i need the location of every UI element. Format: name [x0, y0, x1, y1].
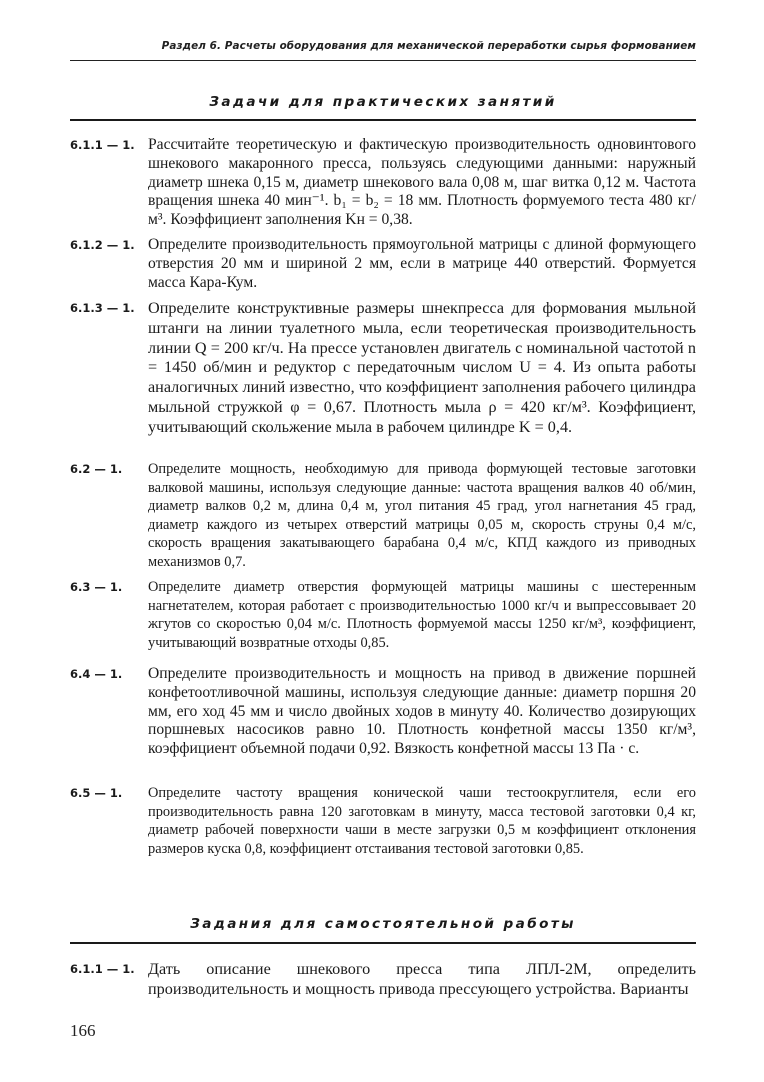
task-item [70, 136, 696, 230]
task-item [70, 578, 696, 652]
task-text: Определите частоту вращения конической чаши тестоокруглителя, если его производительность равна 120 заготовкам в минуту, масса тестовой заготовки 0,4 кг, диаметр рабочей поверхности чаши в месте загрузки 0,5 м коэффициент отклонения размеров куска 0,8, коэффициент отстаивания тестовой заготовки 0,85. [148, 785, 696, 857]
section-title-practical: Задачи для практических занятий [209, 94, 557, 110]
page-number: 166 [70, 1021, 96, 1040]
task-number: 6.1.1 — 1. [70, 138, 135, 152]
task-text: Определите конструктивные размеры шнекпресса для формования мыльной штанги на линии туалетного мыла, если теоретическая производительность линии Q = 200 кг/ч. На прессе установлен двигатель с номинальной частотой n = 1450 об/мин и редуктор с передаточным числом U = 4. Из опыта работы аналогичных линий известно, что коэффициент заполнения рабочего цилиндра мыльной стружкой φ = 0,67. Плотность мыла ρ = 420 кг/м³. Коэффициент, учитывающий скольжение мыла в рабочем цилиндре K = 0,4. [148, 299, 696, 436]
task-text: Дать описание шнекового пресса типа ЛПЛ-2М, определить производительность и мощность привода прессующего устройства. Варианты [148, 960, 696, 998]
section-divider-practical [70, 119, 696, 121]
task-item [70, 784, 696, 858]
task-number: 6.1.2 — 1. [70, 238, 135, 252]
task-item [70, 960, 696, 1000]
task-number: 6.1.1 — 1. [70, 962, 135, 976]
task-number: 6.2 — 1. [70, 462, 123, 476]
task-text: Рассчитайте теоретическую и фактическую производительность одновинтового шнекового макаронного пресса, пользуясь следующими данными: наружный диаметр шнека 0,15 м, диаметр шнекового вала 0,08 м, шаг витка 0,12 м. Частота вращения шнека 40 мин⁻¹. b₁ = b₂ = 18 мм. Плотность формуемого теста 480 кг/м³. Коэффициент заполнения Kн = 0,38. [148, 136, 696, 229]
task-number: 6.5 — 1. [70, 786, 123, 800]
task-text: Определите производительность прямоугольной матрицы с длиной формующего отверстия 20 мм и шириной 2 мм, если в матрице 440 отверстий. Формуется масса Кара-Кум. [148, 236, 696, 291]
task-text: Определите производительность и мощность на привод в движение поршней конфетоотливочной машины, используя следующие данные: диаметр поршня 20 мм, его ход 45 мм и число двойных ходов в минуту 40. Количество дозирующих поршневых насосиков равно 10. Плотность конфетной массы 1350 кг/м³, коэффициент объемной подачи 0,92. Вязкость конфетной массы 13 Па · с. [148, 665, 696, 758]
task-item [70, 460, 696, 572]
section-title-independent: Задания для самостоятельной работы [190, 916, 576, 932]
running-header: Раздел 6. Расчеты оборудования для механической переработки сырья формованием [161, 40, 696, 52]
task-text: Определите мощность, необходимую для привода формующей тестовые заготовки валковой машины, используя следующие данные: частота вращения валков 40 об/мин, диаметр валков 0,2 м, длина 0,4 м, угол питания 45 град, угол нагнетания 45 град, диаметр каждого из четырех отверстий матрицы 0,05 м, скорость струны 0,4 м/с, скорость вращения закатывающего барабана 0,4 м/с, КПД каждого из приводных механизмов 0,7. [148, 461, 696, 570]
header-divider [70, 60, 696, 61]
section-divider-independent [70, 942, 696, 944]
task-number: 6.3 — 1. [70, 580, 123, 594]
task-item [70, 299, 696, 438]
task-number: 6.4 — 1. [70, 667, 123, 681]
task-text: Определите диаметр отверстия формующей матрицы машины с шестеренным нагнетателем, которая работает с производительностью 1000 кг/ч и выпрессовывает 20 жгутов со скоростью 0,04 м/с. Плотность формуемой массы 1250 кг/м³, коэффициент, учитывающий возвратные отходы 0,85. [148, 579, 696, 651]
task-item [70, 236, 696, 292]
task-number: 6.1.3 — 1. [70, 301, 135, 315]
task-item [70, 665, 696, 759]
